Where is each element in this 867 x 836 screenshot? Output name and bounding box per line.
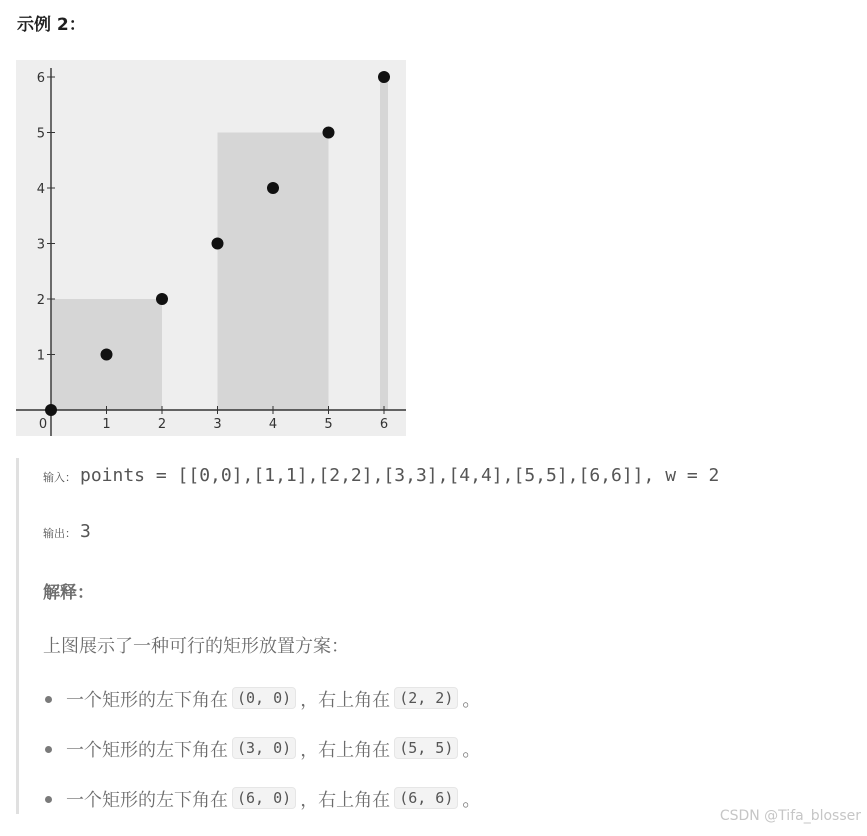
item-middle: ，右上角在 <box>300 790 391 811</box>
y-tick-label: 2 <box>36 293 45 308</box>
data-point <box>45 404 57 416</box>
item-prefix: 一个矩形的左下角在 <box>66 740 228 761</box>
item-middle: ，右上角在 <box>300 740 391 761</box>
y-tick-label: 3 <box>36 237 45 253</box>
rectangle-list <box>43 686 480 836</box>
data-point <box>101 349 113 361</box>
bullet-icon <box>45 796 52 803</box>
data-point <box>156 293 168 305</box>
list-item <box>43 686 480 736</box>
rectangle-3 <box>380 77 388 410</box>
bottom-left-code: (3, 0) <box>232 737 296 759</box>
data-point <box>378 71 390 83</box>
x-tick-label: 6 <box>379 417 389 432</box>
x-tick-label: 5 <box>324 417 333 432</box>
output-value: 3 <box>80 521 91 542</box>
example-figure <box>16 60 406 436</box>
item-prefix: 一个矩形的左下角在 <box>66 690 228 711</box>
explanation-title: 解释： <box>43 583 94 603</box>
rectangle-2 <box>218 133 329 411</box>
top-right-code: (5, 5) <box>394 737 458 759</box>
output-line <box>43 521 91 542</box>
item-suffix: 。 <box>462 740 481 761</box>
top-right-code: (2, 2) <box>394 687 458 709</box>
quote-bar <box>16 458 19 814</box>
data-point <box>267 182 279 194</box>
list-item <box>43 736 480 786</box>
x-tick-label: 0 <box>38 417 48 432</box>
bottom-left-code: (0, 0) <box>232 687 296 709</box>
y-tick-label: 5 <box>36 126 45 142</box>
points-chart <box>16 60 406 436</box>
example-title: 示例 2： <box>17 15 86 35</box>
input-line <box>43 465 719 486</box>
x-tick-label: 2 <box>157 417 167 432</box>
input-label: 输入： <box>43 471 76 484</box>
explanation-description: 上图展示了一种可行的矩形放置方案： <box>43 636 349 657</box>
output-label: 输出： <box>43 527 76 540</box>
x-tick-label: 1 <box>102 417 111 432</box>
item-middle: ，右上角在 <box>300 690 391 711</box>
x-tick-label: 4 <box>268 417 278 432</box>
y-tick-label: 4 <box>36 182 45 197</box>
watermark: CSDN @Tifa_blosser <box>719 808 861 824</box>
top-right-code: (6, 6) <box>394 787 458 809</box>
x-tick-label: 3 <box>213 417 222 432</box>
item-suffix: 。 <box>462 690 481 711</box>
input-value: points = [[0,0],[1,1],[2,2],[3,3],[4,4],[5,5],[6,6]], w = 2 <box>80 465 720 486</box>
y-tick-label: 6 <box>36 71 45 86</box>
bottom-left-code: (6, 0) <box>232 787 296 809</box>
list-item <box>43 786 480 836</box>
y-tick-label: 1 <box>36 348 45 364</box>
data-point <box>323 127 335 139</box>
item-prefix: 一个矩形的左下角在 <box>66 790 228 811</box>
item-suffix: 。 <box>462 790 481 811</box>
bullet-icon <box>45 746 52 753</box>
bullet-icon <box>45 696 52 703</box>
data-point <box>212 238 224 250</box>
